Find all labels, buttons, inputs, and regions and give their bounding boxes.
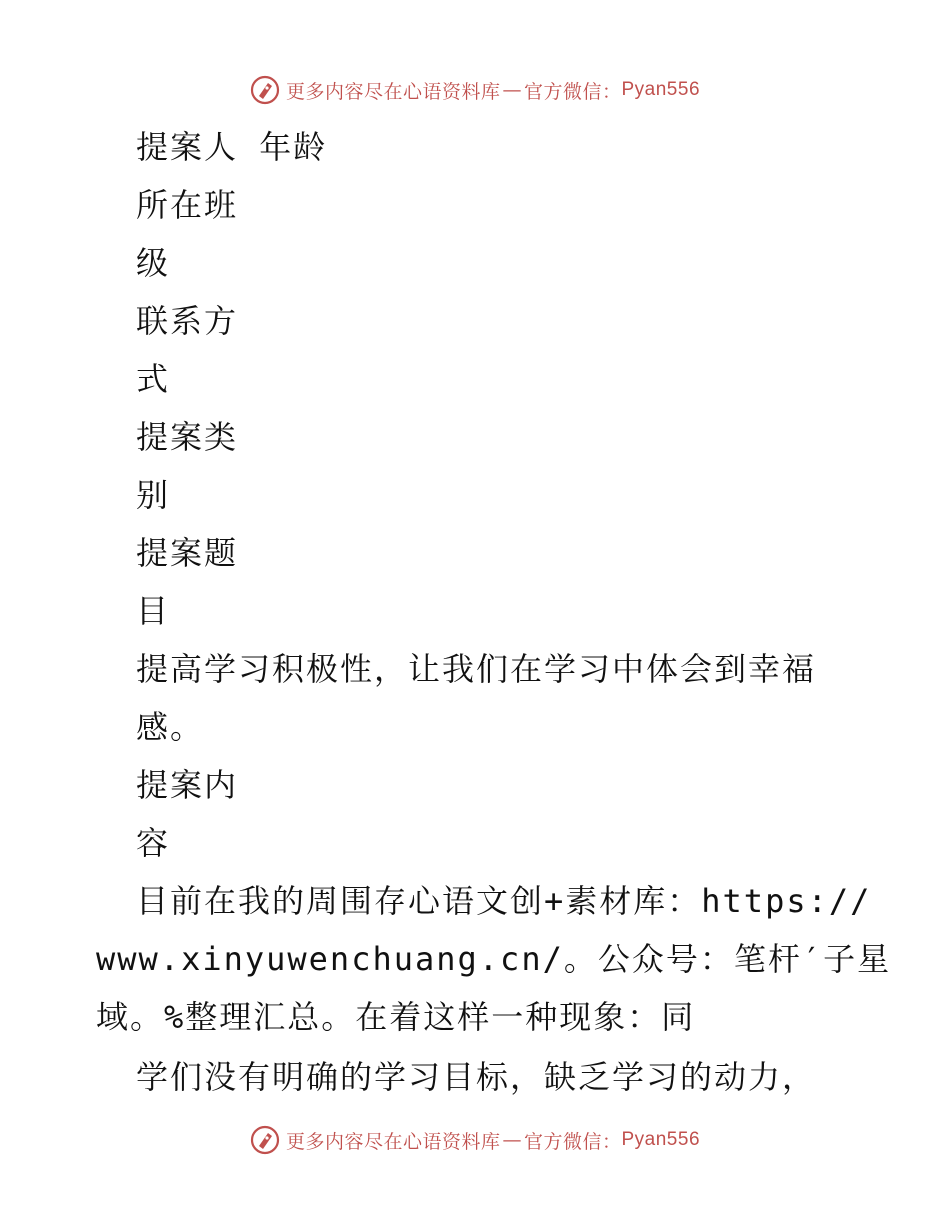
text-line: 提案人 年龄 [136,128,328,166]
watermark-dash: — [502,79,522,101]
text-line: 提案内 [136,766,239,804]
pen-nib-logo-icon [250,1125,280,1155]
watermark-handle: Pyan556 [621,79,701,100]
text-line: 级 [136,244,171,282]
pen-nib-logo-icon [250,75,280,105]
text-line: 所在班 [136,186,239,224]
text-line: 目 [136,592,171,630]
footer-watermark [0,1120,950,1160]
text-line: 别 [136,476,171,514]
text-line: 目前在我的周围存心语文创+素材库：https:// [136,882,872,920]
text-line: 感。 [136,708,205,746]
watermark-suffix: 官方微信： [523,1130,622,1153]
text-line: 联系方 [136,302,239,340]
text-line: www.xinyuwenchuang.cn/。公众号：笔杆′子星 [96,940,892,978]
text-line: 域。%整理汇总。在着这样一种现象：同 [96,998,696,1036]
watermark-title: 更多内容尽在心语资料库 [285,80,501,103]
watermark-suffix: 官方微信： [523,80,622,103]
watermark-title: 更多内容尽在心语资料库 [285,1130,501,1153]
text-line: 提案类 [136,418,239,456]
text-line: 提高学习积极性，让我们在学习中体会到幸福 [136,650,817,688]
watermark-handle: Pyan556 [621,1129,701,1150]
header-watermark [0,70,950,110]
watermark-dash: — [502,1129,522,1151]
text-line: 容 [136,824,171,862]
text-line: 提案题 [136,534,239,572]
text-line: 学们没有明确的学习目标，缺乏学习的动力， [136,1058,817,1096]
text-line: 式 [136,360,171,398]
